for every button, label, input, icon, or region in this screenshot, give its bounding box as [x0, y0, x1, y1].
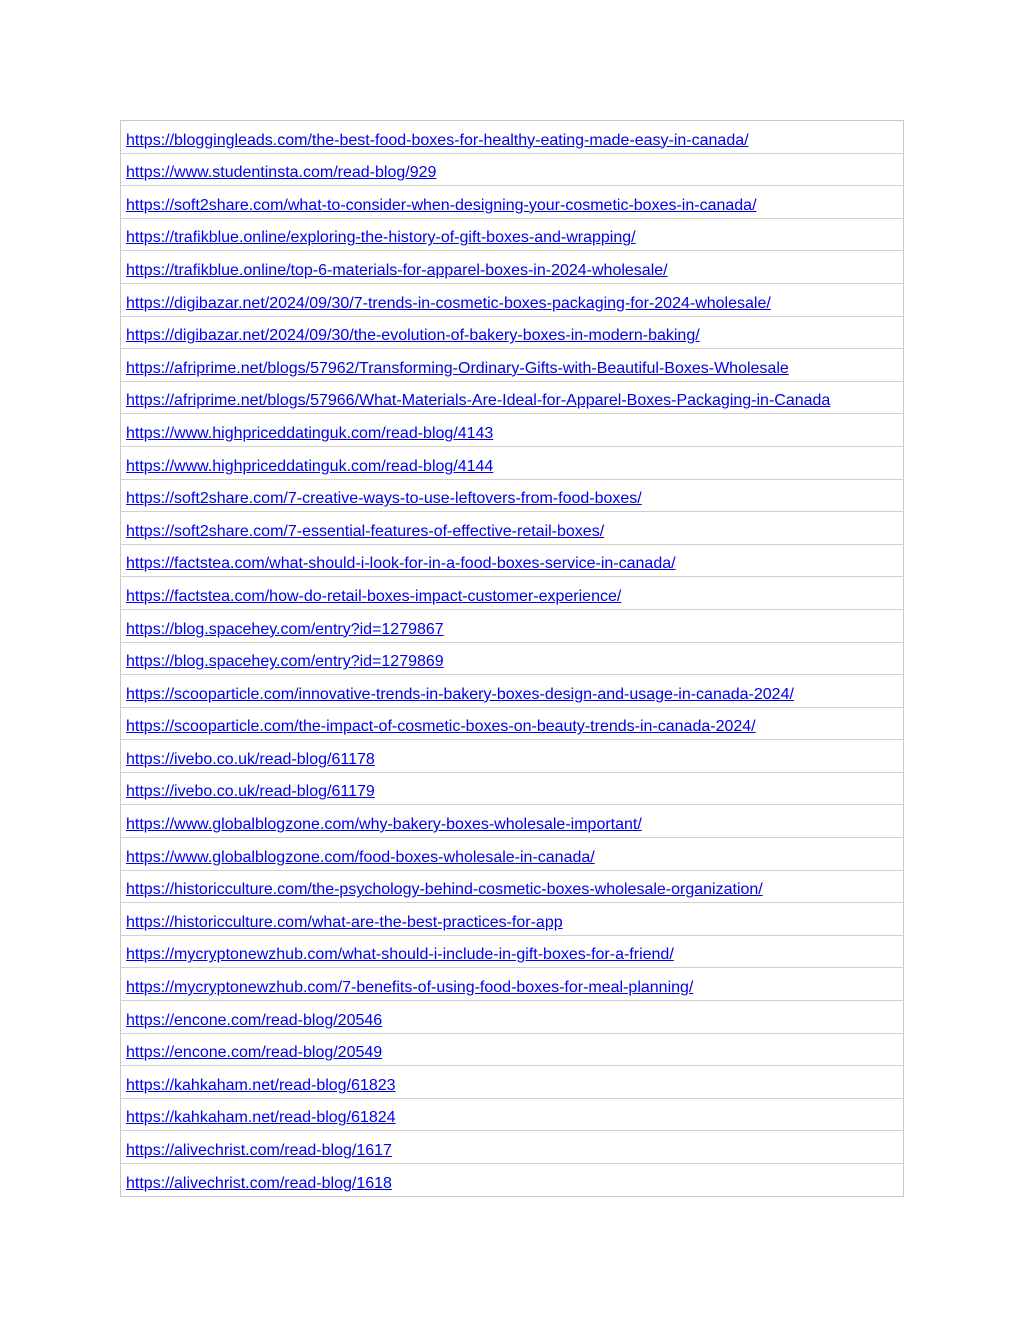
table-cell [121, 186, 904, 219]
table-row [121, 446, 904, 479]
table-cell [121, 1001, 904, 1034]
table-cell [121, 968, 904, 1001]
table-row [121, 316, 904, 349]
url-link[interactable]: https://encone.com/read-blog/20549 [126, 1044, 383, 1062]
url-link[interactable]: https://digibazar.net/2024/09/30/7-trends-in-cosmetic-boxes-packaging-for-2024-wholesale/ [126, 294, 771, 312]
url-link[interactable]: https://www.studentinsta.com/read-blog/929 [126, 164, 437, 182]
url-link[interactable]: https://trafikblue.online/top-6-materials-for-apparel-boxes-in-2024-wholesale/ [126, 261, 668, 279]
table-cell [121, 772, 904, 805]
table-row [121, 870, 904, 903]
table-cell [121, 642, 904, 675]
url-link[interactable]: https://blog.spacehey.com/entry?id=1279867 [126, 620, 444, 638]
table-row [121, 968, 904, 1001]
url-link[interactable]: https://www.highpriceddatinguk.com/read-blog/4144 [126, 457, 494, 475]
table-row [121, 642, 904, 675]
table-row [121, 1164, 904, 1197]
table-row [121, 218, 904, 251]
url-link[interactable]: https://afriprime.net/blogs/57962/Transforming-Ordinary-Gifts-with-Beautiful-Boxes-Wholesale [126, 359, 789, 377]
table-cell [121, 283, 904, 316]
table-cell [121, 1164, 904, 1197]
link-table [120, 120, 904, 1197]
table-cell [121, 544, 904, 577]
url-link[interactable]: https://alivechrist.com/read-blog/1617 [126, 1142, 392, 1159]
table-row [121, 349, 904, 382]
url-link[interactable]: https://soft2share.com/what-to-consider-when-designing-your-cosmetic-boxes-in-canada/ [126, 196, 757, 214]
url-link[interactable]: https://factstea.com/how-do-retail-boxes-impact-customer-experience/ [126, 587, 622, 605]
table-cell [121, 707, 904, 740]
link-table-body [121, 121, 904, 1197]
table-row [121, 479, 904, 512]
url-link[interactable]: https://kahkaham.net/read-blog/61823 [126, 1076, 396, 1094]
table-row [121, 675, 904, 708]
url-link[interactable]: https://scooparticle.com/the-impact-of-cosmetic-boxes-on-beauty-trends-in-canada-2024/ [126, 718, 756, 736]
table-cell [121, 577, 904, 610]
table-cell [121, 675, 904, 708]
url-link[interactable]: https://kahkaham.net/read-blog/61824 [126, 1109, 396, 1127]
table-row [121, 512, 904, 545]
table-cell [121, 609, 904, 642]
url-link[interactable]: https://scooparticle.com/innovative-trends-in-bakery-boxes-design-and-usage-in-canada-2024/ [126, 685, 794, 703]
table-row [121, 838, 904, 871]
table-row [121, 544, 904, 577]
url-link[interactable]: https://digibazar.net/2024/09/30/the-evolution-of-bakery-boxes-in-modern-baking/ [126, 327, 700, 345]
url-link[interactable]: https://soft2share.com/7-essential-features-of-effective-retail-boxes/ [126, 522, 605, 540]
table-row [121, 805, 904, 838]
table-row [121, 283, 904, 316]
table-row [121, 609, 904, 642]
url-link[interactable]: https://trafikblue.online/exploring-the-history-of-gift-boxes-and-wrapping/ [126, 229, 636, 247]
table-cell [121, 153, 904, 186]
table-cell [121, 870, 904, 903]
table-row [121, 935, 904, 968]
url-link[interactable]: https://mycryptonewzhub.com/7-benefits-of-using-food-boxes-for-meal-planning/ [126, 979, 694, 997]
table-row [121, 1001, 904, 1034]
table-cell [121, 1131, 904, 1164]
url-link[interactable]: https://www.highpriceddatinguk.com/read-blog/4143 [126, 424, 494, 442]
url-link[interactable]: https://soft2share.com/7-creative-ways-to-use-leftovers-from-food-boxes/ [126, 490, 642, 508]
url-link[interactable]: https://ivebo.co.uk/read-blog/61178 [126, 750, 375, 768]
url-link[interactable]: https://factstea.com/what-should-i-look-for-in-a-food-boxes-service-in-canada/ [126, 555, 676, 573]
table-cell [121, 1033, 904, 1066]
table-row [121, 381, 904, 414]
table-row [121, 153, 904, 186]
url-link[interactable]: https://ivebo.co.uk/read-blog/61179 [126, 783, 375, 801]
table-row [121, 1066, 904, 1099]
table-cell [121, 251, 904, 284]
table-row [121, 121, 904, 154]
url-link[interactable]: https://historicculture.com/the-psychology-behind-cosmetic-boxes-wholesale-organization/ [126, 881, 763, 899]
table-cell [121, 381, 904, 414]
table-row [121, 1098, 904, 1131]
table-row [121, 251, 904, 284]
table-cell [121, 218, 904, 251]
table-row [121, 414, 904, 447]
table-cell [121, 349, 904, 382]
url-link[interactable]: https://alivechrist.com/read-blog/1618 [126, 1174, 392, 1192]
table-cell [121, 1098, 904, 1131]
url-link[interactable]: https://www.globalblogzone.com/food-boxes-wholesale-in-canada/ [126, 848, 595, 866]
table-row [121, 707, 904, 740]
table-cell [121, 1066, 904, 1099]
table-cell [121, 446, 904, 479]
table-row [121, 186, 904, 219]
url-link[interactable]: https://mycryptonewzhub.com/what-should-i-include-in-gift-boxes-for-a-friend/ [126, 946, 674, 964]
table-cell [121, 903, 904, 936]
table-cell [121, 121, 904, 154]
url-link[interactable]: https://encone.com/read-blog/20546 [126, 1011, 383, 1029]
url-link[interactable]: https://bloggingleads.com/the-best-food-boxes-for-healthy-eating-made-easy-in-canada/ [126, 131, 749, 149]
table-row [121, 577, 904, 610]
table-cell [121, 740, 904, 773]
table-cell [121, 935, 904, 968]
table-cell [121, 414, 904, 447]
table-cell [121, 838, 904, 871]
table-cell [121, 805, 904, 838]
table-row [121, 772, 904, 805]
table-row [121, 903, 904, 936]
table-row [121, 1131, 904, 1164]
url-link[interactable]: https://www.globalblogzone.com/why-bakery-boxes-wholesale-important/ [126, 816, 642, 834]
table-cell [121, 316, 904, 349]
table-row [121, 740, 904, 773]
table-cell [121, 479, 904, 512]
table-cell [121, 512, 904, 545]
url-link[interactable]: https://afriprime.net/blogs/57966/What-Materials-Are-Ideal-for-Apparel-Boxes-Packaging-in-Canada [126, 392, 831, 410]
url-link[interactable]: https://historicculture.com/what-are-the-best-practices-for-app [126, 913, 563, 931]
url-link[interactable]: https://blog.spacehey.com/entry?id=1279869 [126, 653, 444, 671]
table-row [121, 1033, 904, 1066]
